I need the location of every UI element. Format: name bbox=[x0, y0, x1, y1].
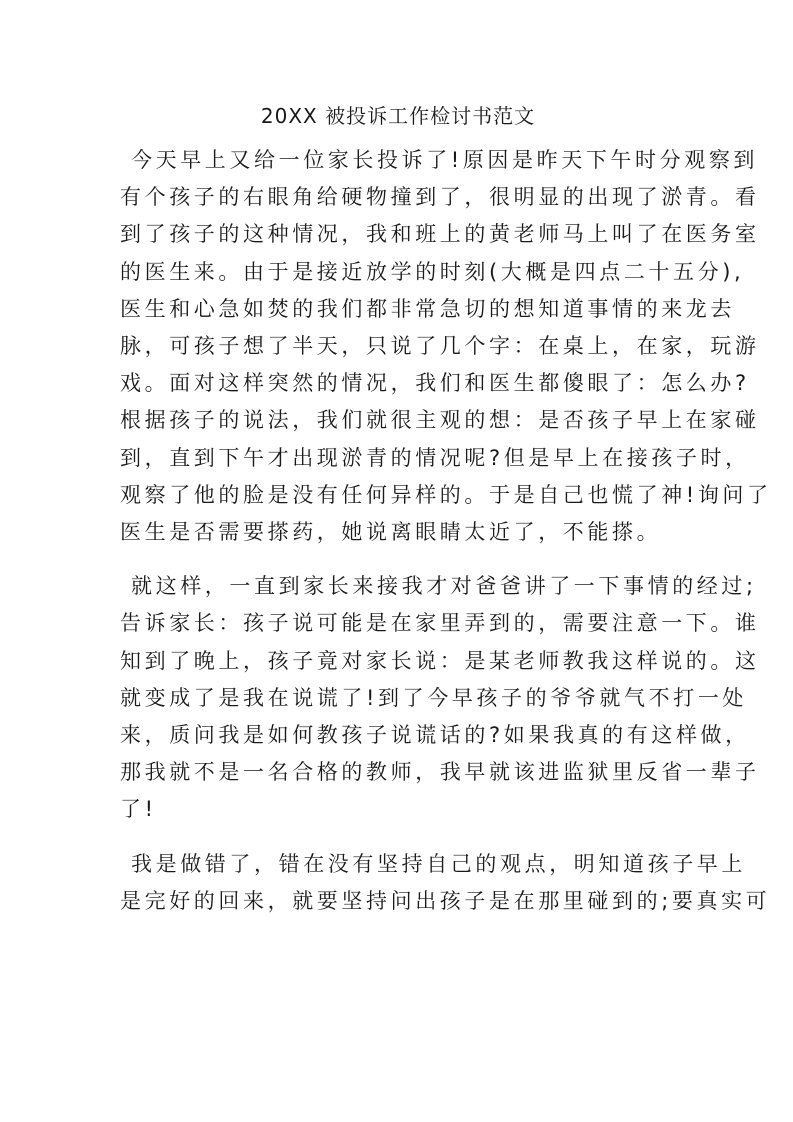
document-page bbox=[120, 98, 772, 937]
text-line: 到了孩子的这种情况，我和班上的黄老师马上叫了在医务室 bbox=[120, 222, 760, 247]
text-line: 是完好的回来，就要坚持问出孩子是在那里碰到的;要真实可 bbox=[120, 888, 771, 913]
paragraph-1 bbox=[120, 142, 772, 551]
text-line: 医生是否需要搽药，她说离眼睛太近了，不能搽。 bbox=[120, 520, 662, 545]
text-line: 告诉家长：孩子说可能是在家里弄到的，需要注意一下。谁 bbox=[120, 611, 760, 636]
text-line: 脉，可孩子想了半天，只说了几个字：在桌上，在家，玩游 bbox=[120, 334, 760, 359]
text-line: 观察了他的脸是没有任何异样的。于是自己也慌了神!询问了 bbox=[120, 482, 772, 507]
text-line: 就变成了是我在说谎了!到了今早孩子的爷爷就气不打一处 bbox=[120, 685, 748, 710]
text-line: 今天早上又给一位家长投诉了!原因是昨天下午时分观察到 bbox=[131, 148, 759, 172]
text-line: 医生和心急如焚的我们都非常急切的想知道事情的来龙去 bbox=[120, 296, 735, 321]
text-line: 知到了晚上，孩子竟对家长说：是某老师教我这样说的。这 bbox=[120, 648, 760, 673]
text-line: 到，直到下午才出现淤青的情况呢?但是早上在接孩子时， bbox=[120, 445, 750, 470]
text-line: 戏。面对这样突然的情况，我们和医生都傻眼了：怎么办? bbox=[120, 371, 750, 396]
text-line: 根据孩子的说法，我们就很主观的想：是否孩子早上在家碰 bbox=[120, 408, 760, 433]
paragraph-3 bbox=[120, 846, 771, 920]
text-line: 那我就不是一名合格的教师，我早就该进监狱里反省一辈子 bbox=[120, 760, 760, 785]
text-line: 的医生来。由于是接近放学的时刻(大概是四点二十五分), bbox=[120, 259, 745, 284]
paragraph-2 bbox=[120, 568, 760, 828]
text-line: 就这样，一直到家长来接我才对爸爸讲了一下事情的经过; bbox=[131, 574, 757, 599]
text-line: 了! bbox=[120, 797, 157, 822]
text-line: 有个孩子的右眼角给硬物撞到了，很明显的出现了淤青。看 bbox=[120, 185, 760, 210]
document-title: 20XX 被投诉工作检讨书范文 bbox=[260, 104, 536, 128]
text-line: 来，质问我是如何教孩子说谎话的?如果我真的有这样做， bbox=[120, 723, 750, 748]
text-line: 我是做错了，错在没有坚持自己的观点，明知道孩子早上 bbox=[131, 851, 746, 876]
